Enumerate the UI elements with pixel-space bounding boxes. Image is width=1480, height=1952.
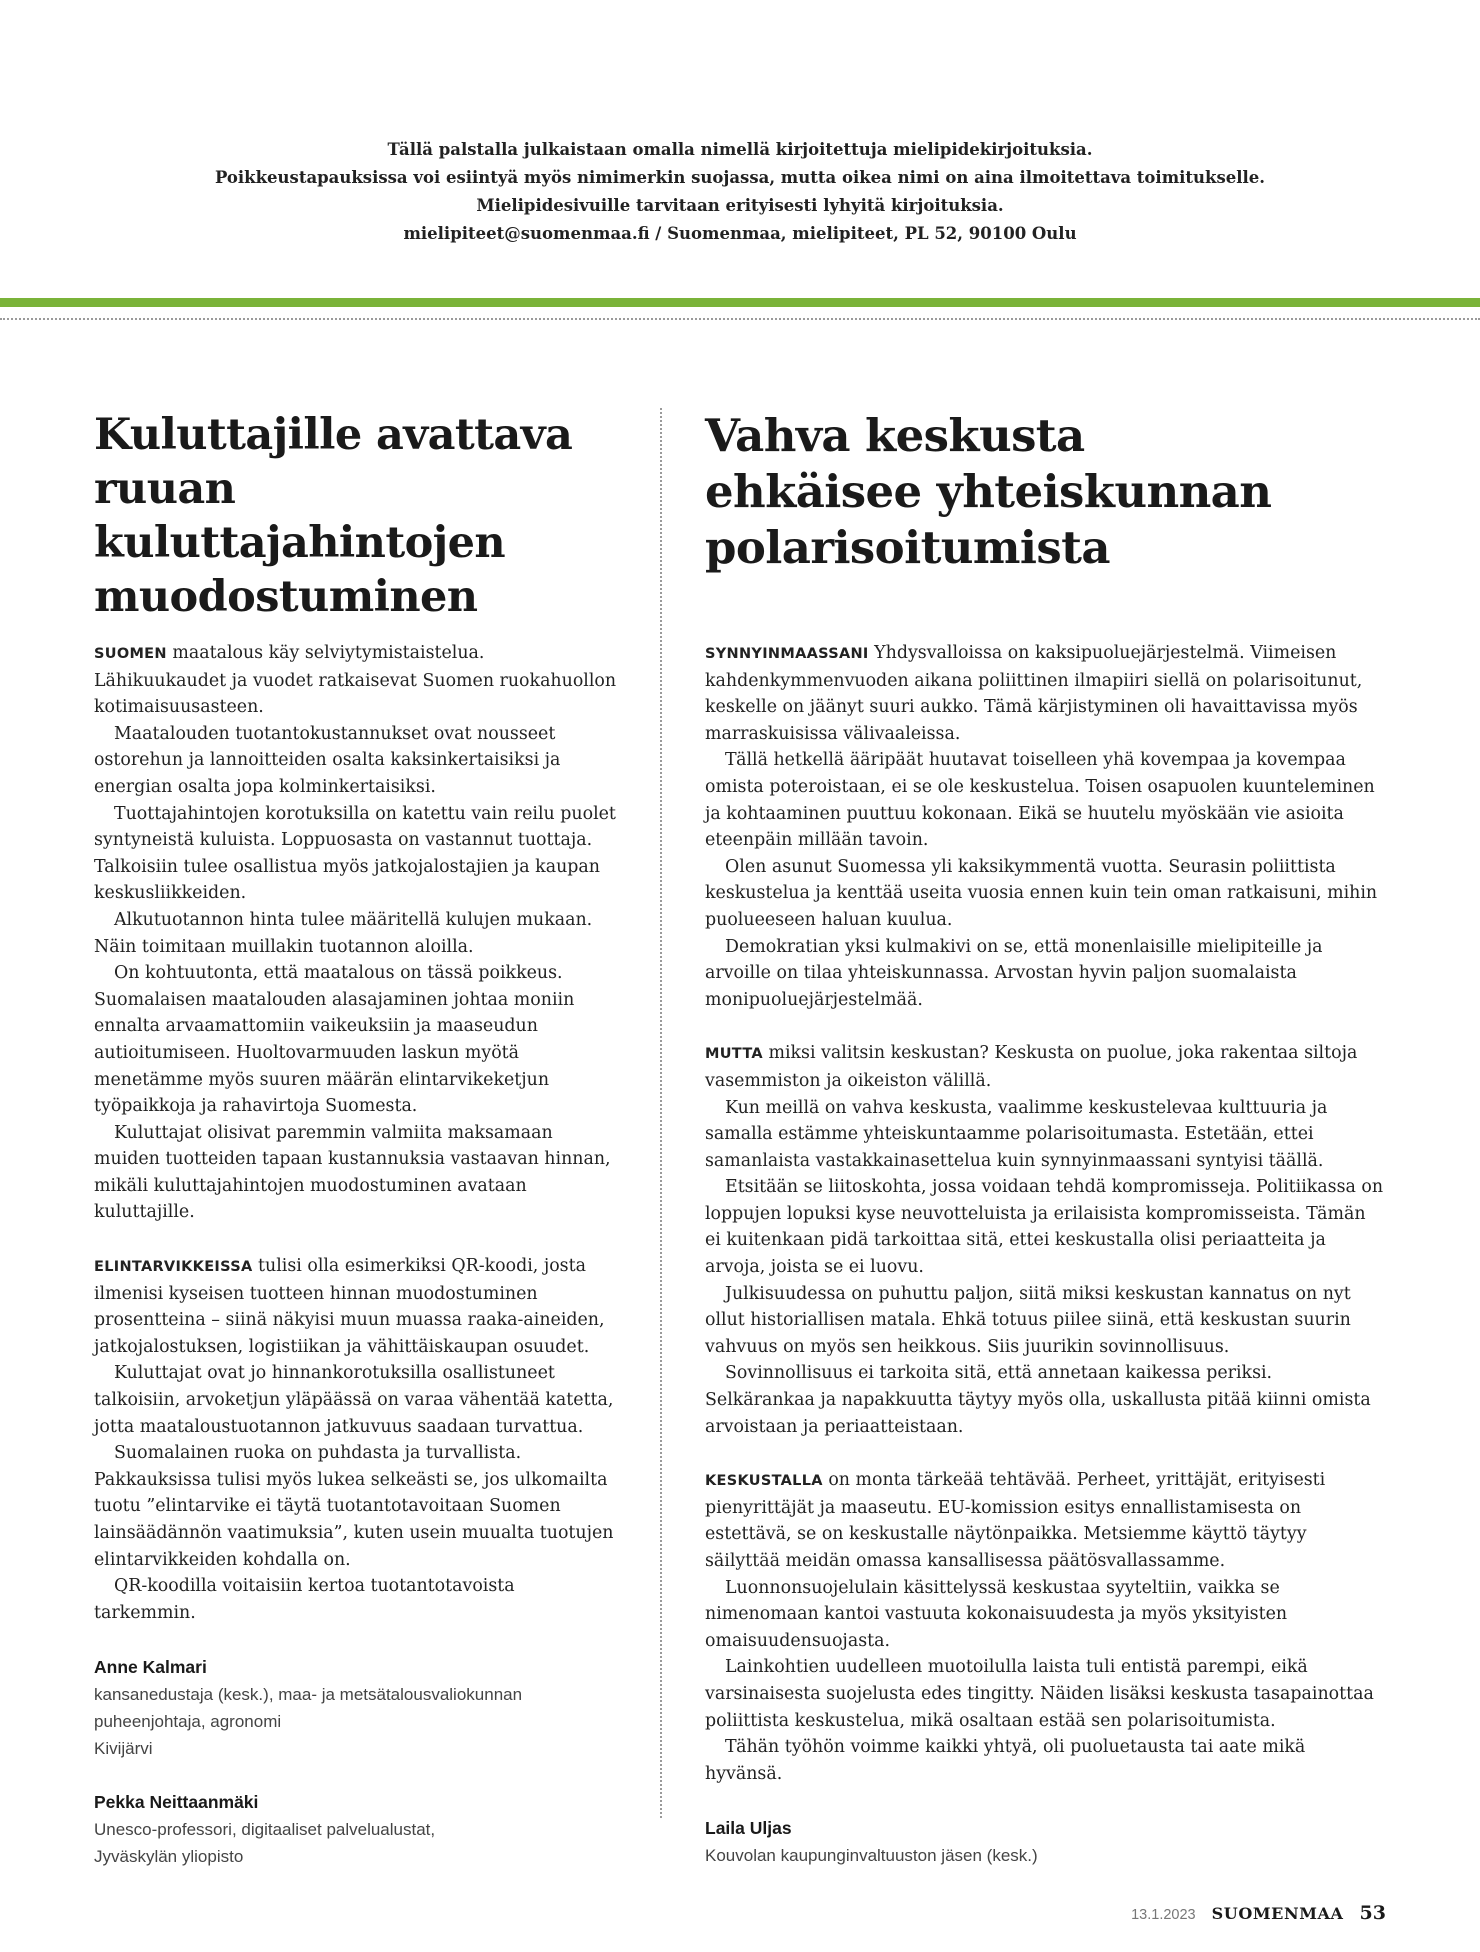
lead-word: MUTTA — [705, 1046, 763, 1063]
author-signature — [705, 1814, 1385, 1869]
article-title — [705, 408, 1385, 640]
paragraph: Kuluttajat ovat jo hinnankorotuksilla osallistuneet talkoisiin, arvoketjun yläpäässä on varaa vähentää katetta, jotta maataloustuotannon jatkuvuus saadaan turvattua. — [94, 1363, 614, 1437]
paragraph: Sovinnollisuus ei tarkoita sitä, että annetaan kaikessa periksi. Selkärankaa ja napakkuutta täytyy myös olla, uskallusta pitää kiinni omista arvoistaan ja periaatteistaan. — [705, 1363, 1371, 1437]
title-line: muodostuminen — [94, 572, 478, 622]
paragraph: Tällä hetkellä ääripäät huutavat toiselleen yhä kovempaa ja kovempaa omista poteroistaan, ei se ole keskustelua. Toisen osapuolen kuunteleminen ja kohtaaminen puuttuu kokonaan. Eikä se huutelu myöskään vie asioita eteenpäin millään tavoin. — [705, 750, 1375, 851]
paragraph: Suomalainen ruoka on puhdasta ja turvallista. Pakkauksissa tulisi myös lukea selkeästi se, jos ulkomailta tuotu ”elintarvike ei täytä tuotantotavoitaan Suomen lainsäädännön vaatimuksia”, kuten usein muualta tuotujen elintarvikkeiden kohdalla on. — [94, 1443, 614, 1570]
article-section — [705, 1467, 1385, 1787]
author-signature — [94, 1788, 619, 1870]
paragraph: QR-koodilla voitaisiin kertoa tuotantotavoista tarkemmin. — [94, 1576, 515, 1623]
issue-date: 13.1.2023 — [1131, 1907, 1196, 1923]
paragraph: Julkisuudessa on puhuttu paljon, siitä miksi keskustan kannatus on nyt ollut historiallisen matala. Ehkä totuus piilee siinä, että keskustan suurin vahvuus on myös sen heikkous. Siis juurikin sovinnollisuus. — [705, 1283, 1351, 1357]
lead-word: SYNNYINMAASSANI — [705, 646, 869, 662]
contact-line: mielipiteet@suomenmaa.fi / Suomenmaa, mielipiteet, PL 52, 90100 Oulu — [403, 224, 1077, 243]
paragraph: On kohtuutonta, että maatalous on tässä poikkeus. Suomalaisen maatalouden alasajaminen johtaa moniin ennalta arvaamattomiin vaikeuksiin ja maaseudun autioitumiseen. Huoltovarmuuden laskun myötä menetämme myös suuren määrän elintarvikeketjun työpaikkoja ja rahavirtoja Suomesta. — [94, 963, 575, 1117]
lead-word: KESKUSTALLA — [705, 1473, 823, 1490]
author-name: Pekka Neittaanmäki — [94, 1792, 259, 1813]
paragraph: Tähän työhön voimme kaikki yhtyä, oli puoluetausta tai aate mikä hyvänsä. — [705, 1737, 1306, 1784]
page-number: 53 — [1359, 1902, 1386, 1924]
title-line: Vahva keskusta — [705, 409, 1085, 462]
column-divider — [660, 408, 662, 1818]
paragraph: Kuluttajat olisivat paremmin valmiita maksamaan muiden tuotteiden tapaan kustannuksia vastaavan hinnan, mikäli kuluttajahintojen muodostuminen avataan kuluttajille. — [94, 1122, 611, 1223]
paragraph: Alkutuotannon hinta tulee määritellä kulujen mukaan. Näin toimitaan muillakin tuotannon aloilla. — [94, 909, 593, 957]
author-location: Kivijärvi — [94, 1739, 153, 1759]
paragraph: ELINTARVIKKEISSA tulisi olla esimerkiksi QR-koodi, josta ilmenisi kyseisen tuotteen hinnan muodostuminen prosentteina – siinä näkyisi muun muassa raaka-aineiden, jatkojalostuksen, logistiikan ja vähittäiskaupan osuudet. — [94, 1256, 605, 1357]
paragraph: Luonnonsuojelulain käsittelyssä keskustaa syyteltiin, vaikka se nimenomaan kantoi vastuuta kokonaisuudesta ja myös yksityisten omaisuudensuojasta. — [705, 1577, 1288, 1651]
author-title: Unesco-professori, digitaaliset palvelualustat, — [94, 1820, 436, 1840]
article-section — [94, 640, 619, 1226]
paragraph: Tuottajahintojen korotuksilla on katettu vain reilu puolet syntyneistä kuluista. Loppuosasta on vastannut tuottaja. Talkoisiin tulee osallistua myös jatkojalostajien ja kaupan keskusliikkeiden. — [94, 803, 616, 904]
paragraph: MUTTA miksi valitsin keskustan? Keskusta on puolue, joka rakentaa siltoja vasemmiston ja oikeiston välillä. — [705, 1043, 1358, 1091]
submission-guidelines — [0, 136, 1480, 248]
author-name: Anne Kalmari — [94, 1657, 207, 1678]
paragraph: Lainkohtien uudelleen muotoilulla laista tuli entistä parempi, eikä varsinaisesta suojelusta edes tingitty. Näiden lisäksi keskusta tasapainottaa poliittista keskustelua, mikä osaltaan estää sen polarisoitumista. — [705, 1657, 1374, 1731]
page-footer — [1131, 1902, 1386, 1930]
author-affiliation: Jyväskylän yliopisto — [94, 1847, 244, 1867]
article-section — [94, 1253, 619, 1626]
lead-word: SUOMEN — [94, 646, 167, 662]
title-line: ehkäisee yhteiskunnan — [705, 465, 1272, 518]
author-name: Laila Uljas — [705, 1818, 792, 1839]
article-right — [705, 408, 1385, 1869]
lead-word: ELINTARVIKKEISSA — [94, 1259, 253, 1276]
author-signature — [94, 1653, 619, 1762]
title-line: ruuan kuluttajahintojen — [94, 464, 506, 568]
paragraph: Etsitään se liitoskohta, jossa voidaan tehdä kompromisseja. Politiikassa on loppujen lopuksi kyse neuvotteluista ja erilaisista kompromisseista. Tämän ei kuitenkaan pidä tarkoittaa sitä, ettei keskustalla olisi periaatteita ja arvoja, joista se ei luovu. — [705, 1177, 1384, 1278]
paragraph: SUOMEN maatalous käy selviytymistaistelua. Lähikuukaudet ja vuodet ratkaisevat Suomen ruokahuollon kotimaisuusasteen. — [94, 643, 617, 718]
author-title: Kouvolan kaupunginvaltuuston jäsen (kesk.) — [705, 1846, 1038, 1866]
author-title: puheenjohtaja, agronomi — [94, 1712, 282, 1732]
guideline-line: Tällä palstalla julkaistaan omalla nimellä kirjoitettuja mielipidekirjoituksia. — [387, 140, 1093, 159]
paragraph: Demokratian yksi kulmakivi on se, että monenlaisille mielipiteille ja arvoille on tilaa yhteiskunnassa. Arvostan hyvin paljon suomalaista monipuoluejärjestelmää. — [705, 936, 1323, 1010]
green-divider — [0, 298, 1480, 307]
guideline-line: Mielipidesivuille tarvitaan erityisesti lyhyitä kirjoituksia. — [476, 196, 1004, 215]
article-left — [94, 408, 619, 1870]
guideline-line: Poikkeustapauksissa voi esiintyä myös nimimerkin suojassa, mutta oikea nimi on aina ilmoitettava toimitukselle. — [214, 168, 1266, 187]
title-line: Kuluttajille avattava — [94, 410, 573, 460]
article-body — [705, 640, 1385, 1787]
paragraph: Kun meillä on vahva keskusta, vaalimme keskustelevaa kulttuuria ja samalla estämme yhteiskuntaamme polarisoitumasta. Estetään, ettei samanlaista vastakkainasettelua kuin synnyinmaassani syntyisi täällä. — [705, 1097, 1328, 1171]
paragraph: KESKUSTALLA on monta tärkeää tehtävää. Perheet, yrittäjät, erityisesti pienyrittäjät ja maaseutu. EU-komission esitys ennallistamisesta on estettävä, se on keskustalle näytönpaikka. Metsiemme käyttö täytyy säilyttää meidän omassa kansallisessa päätösvallassamme. — [705, 1470, 1326, 1571]
dotted-divider — [0, 318, 1480, 320]
article-section — [705, 640, 1385, 1013]
magazine-name: SUOMENMAA — [1211, 1904, 1344, 1923]
article-body — [94, 640, 619, 1626]
article-title — [94, 408, 619, 640]
author-title: kansanedustaja (kesk.), maa- ja metsätalousvaliokunnan — [94, 1685, 523, 1705]
paragraph: Maatalouden tuotantokustannukset ovat nousseet ostorehun ja lannoitteiden osalta kaksinkertaisiksi ja energian osalta jopa kolminkertaisiksi. — [94, 723, 561, 797]
paragraph: Olen asunut Suomessa yli kaksikymmentä vuotta. Seurasin poliittista keskustelua ja kenttää useita vuosia ennen kuin tein oman ratkaisuni, mihin puolueeseen haluan kuulua. — [705, 856, 1378, 930]
title-line: polarisoitumista — [705, 521, 1110, 574]
article-section — [705, 1040, 1385, 1440]
paragraph: SYNNYINMAASSANI Yhdysvalloissa on kaksipuoluejärjestelmä. Viimeisen kahdenkymmenvuoden aikana poliittinen ilmapiiri siellä on polarisoitunut, keskelle on jäänyt suuri aukko. Tämä kärjistyminen oli havaittavissa myös marraskuisissa välivaaleissa. — [705, 643, 1363, 744]
